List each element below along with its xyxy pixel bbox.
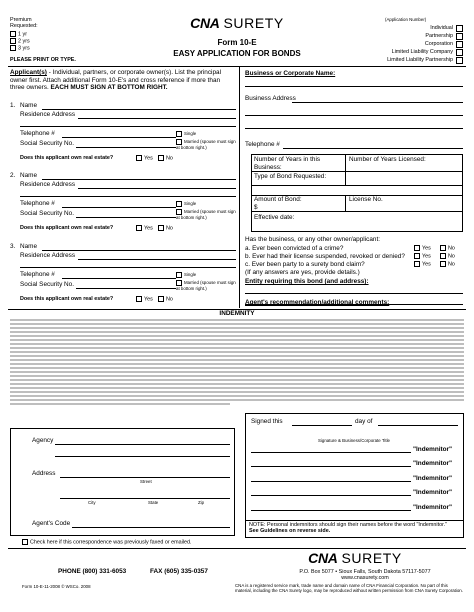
- bond-type-label[interactable]: Type of Bond Requested:: [254, 173, 327, 180]
- marital-single[interactable]: Single: [176, 272, 196, 278]
- ssn-field[interactable]: [76, 288, 176, 289]
- marital-single[interactable]: Single: [176, 131, 196, 137]
- question-b-no[interactable]: No: [440, 253, 455, 260]
- day-of-label: day of: [355, 418, 373, 425]
- marital-single[interactable]: Single: [176, 201, 196, 207]
- type-individual[interactable]: Individual: [430, 25, 453, 31]
- ssn-field[interactable]: [76, 217, 176, 218]
- form-number: Form 10-E: [217, 38, 257, 47]
- signature-line-5[interactable]: [251, 510, 411, 511]
- address-label: Address: [32, 470, 56, 477]
- checkbox[interactable]: [456, 41, 463, 48]
- business-address-field[interactable]: [292, 102, 463, 103]
- residence-field-2[interactable]: [20, 126, 236, 127]
- premium-options: [10, 31, 30, 51]
- question-a-no[interactable]: No: [440, 245, 455, 252]
- real-estate-no[interactable]: No: [158, 225, 173, 232]
- checkbox[interactable]: [136, 155, 142, 161]
- business-telephone-label: Telephone #: [245, 141, 280, 148]
- premium-requested-label: Premium Requested:: [10, 17, 38, 30]
- agent-code-label: Agent's Code: [32, 520, 71, 527]
- residence-field[interactable]: [78, 118, 236, 119]
- question-c-yes[interactable]: Yes: [414, 261, 431, 268]
- question-c-no[interactable]: No: [440, 261, 455, 268]
- residence-label: Residence Address: [20, 252, 76, 259]
- checkbox[interactable]: [456, 57, 463, 64]
- years-in-business-label[interactable]: Number of Years in this Business:: [254, 156, 321, 171]
- column-divider: [239, 66, 240, 308]
- indemnitor-label-3: "Indemnitor": [413, 475, 453, 482]
- bond-amount-label[interactable]: Amount of Bond: $: [254, 196, 302, 211]
- form-title: EASY APPLICATION FOR BONDS: [173, 49, 301, 58]
- telephone-label: Telephone #: [20, 200, 55, 207]
- telephone-label: Telephone #: [20, 130, 55, 137]
- checkbox[interactable]: [158, 225, 164, 231]
- agency-field-2[interactable]: [55, 456, 230, 457]
- checkbox[interactable]: [414, 261, 420, 267]
- name-label: Name: [20, 243, 38, 250]
- ssn-label: Social Security No.: [20, 210, 74, 217]
- question-a-yes[interactable]: Yes: [414, 245, 431, 252]
- checkbox[interactable]: [158, 155, 164, 161]
- years-licensed-label[interactable]: Number of Years Licensed:: [349, 156, 426, 163]
- applicant-number: 1.: [10, 102, 16, 109]
- ssn-field[interactable]: [76, 147, 176, 148]
- telephone-field[interactable]: [62, 278, 176, 279]
- indemnity-text-block: [10, 318, 464, 410]
- ssn-label: Social Security No.: [20, 281, 74, 288]
- real-estate-no[interactable]: No: [158, 296, 173, 303]
- questions-intro: Has the business, or any other owner/applicant:: [245, 236, 380, 243]
- divider: [8, 66, 466, 67]
- checkbox[interactable]: [456, 49, 463, 56]
- signature-note: NOTE: Personal indemnitors should sign their names before the word "Indemnitor." See Guidelines on reverse side.: [249, 522, 447, 535]
- checkbox[interactable]: [414, 245, 420, 251]
- business-telephone-field[interactable]: [283, 148, 463, 149]
- residence-field[interactable]: [78, 259, 236, 260]
- cna-surety-logo: CNA SURETY: [190, 15, 284, 31]
- checkbox[interactable]: [176, 272, 182, 278]
- premium-option-3yrs[interactable]: 3 yrs: [10, 45, 30, 52]
- signed-this-label: Signed this: [251, 418, 283, 425]
- residence-label: Residence Address: [20, 111, 76, 118]
- divider: [8, 548, 466, 549]
- questions-note: (If any answers are yes, provide details.): [245, 269, 360, 276]
- footer-phone: PHONE (800) 331-6053: [58, 568, 127, 575]
- checkbox[interactable]: [10, 38, 16, 44]
- fax-check[interactable]: Check here if this correspondence was previously faxed or emailed.: [22, 539, 192, 546]
- residence-field[interactable]: [78, 188, 236, 189]
- real-estate-question: Does this applicant own real estate?: [20, 155, 114, 161]
- checkbox[interactable]: [440, 261, 446, 267]
- grid-divider: [345, 195, 346, 211]
- type-llc[interactable]: Limited Liability Company: [391, 49, 453, 55]
- real-estate-yes[interactable]: Yes: [136, 155, 153, 162]
- checkbox[interactable]: [440, 245, 446, 251]
- applicant-block-1: [10, 102, 236, 168]
- marital-married[interactable]: Married (spouse must sign at bottom right.): [176, 280, 236, 291]
- business-address-field-2[interactable]: [245, 115, 463, 116]
- real-estate-yes[interactable]: Yes: [136, 296, 153, 303]
- print-instruction: PLEASE PRINT OR TYPE.: [10, 57, 76, 63]
- ssn-label: Social Security No.: [20, 140, 74, 147]
- signature-line-2[interactable]: [251, 466, 411, 467]
- name-field[interactable]: [42, 109, 236, 110]
- premium-option-1yr[interactable]: 1 yr: [10, 31, 30, 38]
- real-estate-question: Does this applicant own real estate?: [20, 296, 114, 302]
- applicants-intro: Applicant(s) - Individual, partners, or corporate owner(s). List the principal owner first. Attach additional Form 10-E's and cross reference if more than three owners. EACH MUST SIGN AT BOTTOM RIGHT.: [10, 69, 221, 92]
- footer-address: P.O. Box 5077 • Sioux Falls, South Dakota 57117-5077 www.cnasurety.com: [299, 569, 431, 582]
- indemnitor-label-4: "Indemnitor": [413, 489, 453, 496]
- business-name-field[interactable]: [245, 86, 463, 87]
- checkbox[interactable]: [176, 131, 182, 137]
- question-c: c. Ever been party to a surety bond claim?: [245, 261, 365, 268]
- applicant-number: 3.: [10, 243, 16, 250]
- checkbox[interactable]: [456, 25, 463, 32]
- agent-recommendation-field[interactable]: [245, 304, 463, 305]
- signature-line-3[interactable]: [251, 481, 411, 482]
- real-estate-yes[interactable]: Yes: [136, 225, 153, 232]
- question-b: b. Ever had their license suspended, revoked or denied?: [245, 253, 405, 260]
- business-name-label: Business or Corporate Name:: [245, 70, 336, 77]
- checkbox[interactable]: [158, 296, 164, 302]
- checkbox[interactable]: [136, 296, 142, 302]
- checkbox[interactable]: [136, 225, 142, 231]
- question-b-yes[interactable]: Yes: [414, 253, 431, 260]
- real-estate-question: Does this applicant own real estate?: [20, 225, 114, 231]
- telephone-field[interactable]: [62, 137, 176, 138]
- type-partnership[interactable]: Partnership: [425, 33, 453, 39]
- checkbox[interactable]: [456, 33, 463, 40]
- license-number-label[interactable]: License No.: [349, 196, 383, 203]
- street-caption: Street: [140, 479, 152, 484]
- signature-line-4[interactable]: [251, 495, 411, 496]
- checkbox[interactable]: [440, 253, 446, 259]
- telephone-field[interactable]: [62, 207, 176, 208]
- real-estate-no[interactable]: No: [158, 155, 173, 162]
- agent-recommendation-label: Agent's recommendation/additional comments:: [245, 299, 390, 306]
- premium-option-2yrs[interactable]: 2 yrs: [10, 38, 30, 45]
- residence-field-2[interactable]: [20, 267, 236, 268]
- residence-field-2[interactable]: [20, 196, 236, 197]
- grid-divider: [251, 185, 463, 186]
- indemnity-title: INDEMNITY: [219, 310, 255, 317]
- type-corporation[interactable]: Corporation: [424, 41, 453, 47]
- indemnitor-label-5: "Indemnitor": [413, 504, 453, 511]
- name-field[interactable]: [42, 179, 236, 180]
- grid-divider: [345, 154, 346, 185]
- zip-caption: Zip: [198, 500, 205, 505]
- type-llp[interactable]: Limited Liability Partnership: [387, 57, 453, 63]
- applicant-block-2: [10, 172, 236, 238]
- signed-month-field[interactable]: [378, 425, 458, 426]
- address-street-field[interactable]: [60, 477, 230, 478]
- checkbox[interactable]: [10, 45, 16, 51]
- indemnitor-label-2: "Indemnitor": [413, 460, 453, 467]
- agency-field[interactable]: [55, 444, 230, 445]
- checkbox[interactable]: [22, 539, 28, 545]
- business-address-label: Business Address: [245, 95, 296, 102]
- footer-fax: FAX (605) 335-0357: [150, 568, 208, 575]
- name-label: Name: [20, 102, 38, 109]
- residence-label: Residence Address: [20, 181, 76, 188]
- note-divider: [245, 520, 464, 521]
- city-caption: City: [88, 500, 96, 505]
- form-code: Form 10-E-11-2008 © WSCo. 2008: [22, 584, 91, 589]
- checkbox[interactable]: [414, 253, 420, 259]
- applicant-block-3: [10, 243, 236, 309]
- name-field[interactable]: [42, 250, 236, 251]
- state-caption: State: [148, 500, 159, 505]
- name-label: Name: [20, 172, 38, 179]
- application-number-label: (Application Number): [385, 17, 427, 22]
- signature-line-1[interactable]: [251, 452, 411, 453]
- footer-logo: CNA SURETY: [308, 550, 402, 566]
- marital-married[interactable]: Married (spouse must sign at bottom right.): [176, 209, 236, 220]
- agency-label: Agency: [32, 437, 54, 444]
- trademark-notice: CNA is a registered service mark, trade name and domain name of CNA Financial Corporation. No part of this material, including the CNA Surety logo, may be reproduced without written permission from CNA Surety Corporation.: [235, 583, 463, 593]
- marital-married[interactable]: Married (spouse must sign at bottom right.): [176, 139, 236, 150]
- applicant-number: 2.: [10, 172, 16, 179]
- checkbox[interactable]: [10, 31, 16, 37]
- checkbox[interactable]: [176, 201, 182, 207]
- entity-field[interactable]: [245, 293, 463, 294]
- entity-requiring-bond-label: Entity requiring this bond (and address):: [245, 278, 369, 285]
- business-address-field-3[interactable]: [245, 128, 463, 129]
- signed-day-field[interactable]: [292, 425, 352, 426]
- question-a: a. Ever been convicted of a crime?: [245, 245, 344, 252]
- agent-code-field[interactable]: [72, 527, 230, 528]
- address-city-field[interactable]: [60, 498, 230, 499]
- effective-date-label[interactable]: Effective date:: [254, 214, 295, 221]
- telephone-label: Telephone #: [20, 271, 55, 278]
- signature-title-caption: Signature & Business/Corporate Title: [318, 438, 390, 443]
- indemnitor-label-1: "Indemnitor": [413, 446, 453, 453]
